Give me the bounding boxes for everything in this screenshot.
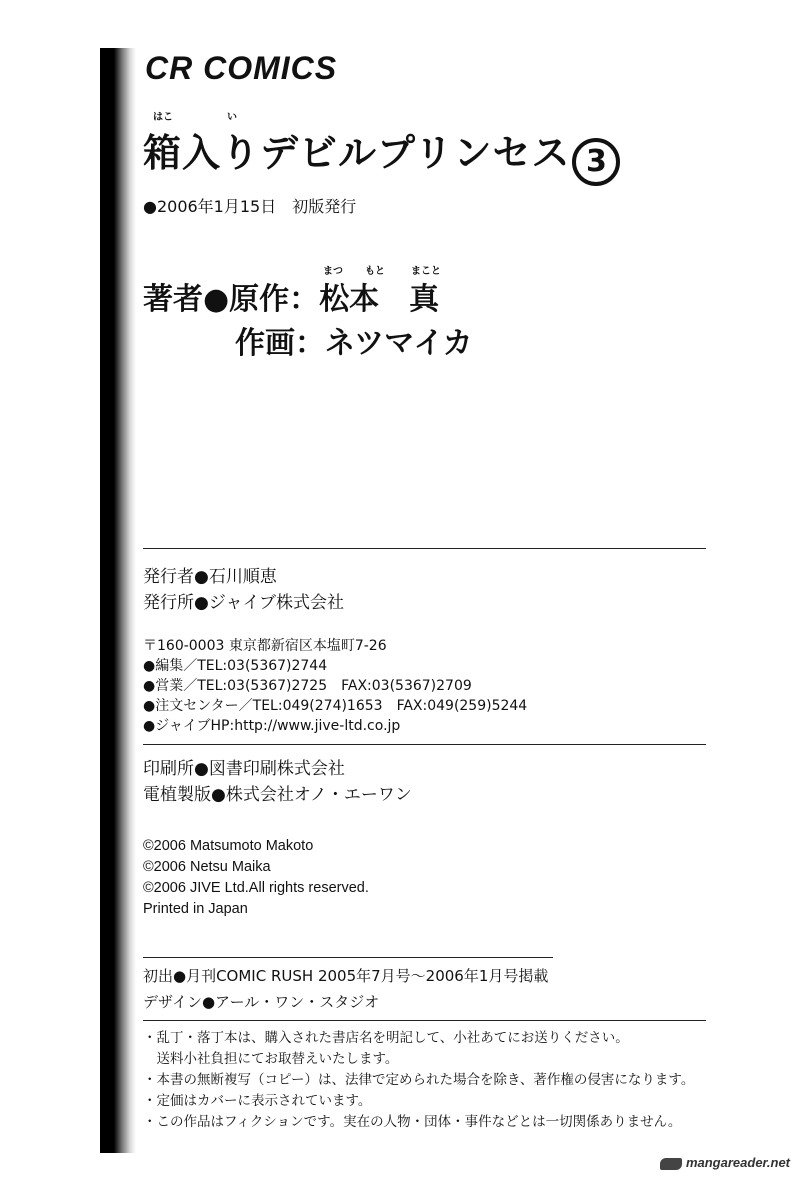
copyright-line: ©2006 JIVE Ltd.All rights reserved. (143, 880, 369, 896)
note: ・本書の無断複写（コピー）は、法律で定められた場合を除き、著作権の侵害になります。 (143, 1072, 695, 1088)
note: 送料小社負担にてお取替えいたします。 (143, 1051, 399, 1067)
author-ruby-matsu: まつ (323, 266, 343, 277)
divider (143, 1020, 706, 1021)
author-ruby-makoto: まこと (411, 266, 441, 277)
art-name: ネツマイカ (325, 326, 473, 361)
contact-homepage: ●ジャイブHP:http://www.jive-ltd.co.jp (143, 718, 401, 734)
divider (143, 744, 706, 745)
imprint-label: CR COMICS (145, 50, 338, 86)
volume-number: 3 (572, 138, 620, 186)
issuer: 発行者●石川順恵 (143, 567, 277, 587)
artist (235, 318, 473, 362)
watermark-logo-icon (660, 1158, 682, 1170)
copyright-line: ©2006 Matsumoto Makoto (143, 838, 314, 854)
original-label: 著者●原作： (143, 282, 320, 317)
contact-sales: ●営業／TEL:03(5367)2725 FAX:03(5367)2709 (143, 678, 472, 694)
note: ・定価はカバーに表示されています。 (143, 1093, 372, 1109)
divider (143, 957, 553, 958)
original-author (143, 274, 439, 318)
note: ・この作品はフィクションです。実在の人物・団体・事件などとは一切関係ありません。 (143, 1114, 682, 1130)
contact-editorial: ●編集／TEL:03(5367)2744 (143, 658, 328, 674)
note: ・乱丁・落丁本は、購入された書店名を明記して、小社あてにお送りください。 (143, 1030, 629, 1046)
first-appearance: 初出●月刊COMIC RUSH 2005年7月号～2006年1月号掲載 (143, 967, 549, 985)
divider (143, 548, 706, 549)
original-name: 松本 真 (319, 282, 440, 317)
contact-orders: ●注文センター／TEL:049(274)1653 FAX:049(259)5244 (143, 698, 528, 714)
art-label: 作画： (235, 326, 325, 361)
title-text: 箱入りデビルプリンセス (143, 131, 571, 175)
plate-maker: 電植製版●株式会社オノ・エーワン (143, 785, 412, 805)
author-ruby-moto: もと (365, 266, 385, 277)
spine-bar (100, 48, 136, 1153)
title-ruby-i: い (227, 112, 237, 123)
copyright-line: ©2006 Netsu Maika (143, 859, 271, 875)
design-credit: デザイン●アール・ワン・スタジオ (143, 993, 380, 1011)
publisher-company: 発行所●ジャイブ株式会社 (143, 593, 344, 613)
printed-in: Printed in Japan (143, 901, 248, 917)
watermark (660, 1155, 790, 1170)
printer: 印刷所●図書印刷株式会社 (143, 759, 345, 779)
book-title (143, 122, 620, 186)
watermark-text: mangareader.net (685, 1155, 790, 1170)
publication-date: ●2006年1月15日 初版発行 (143, 197, 357, 216)
contact-address: 〒160-0003 東京都新宿区本塩町7-26 (143, 638, 387, 654)
title-ruby-hako: はこ (153, 112, 173, 123)
